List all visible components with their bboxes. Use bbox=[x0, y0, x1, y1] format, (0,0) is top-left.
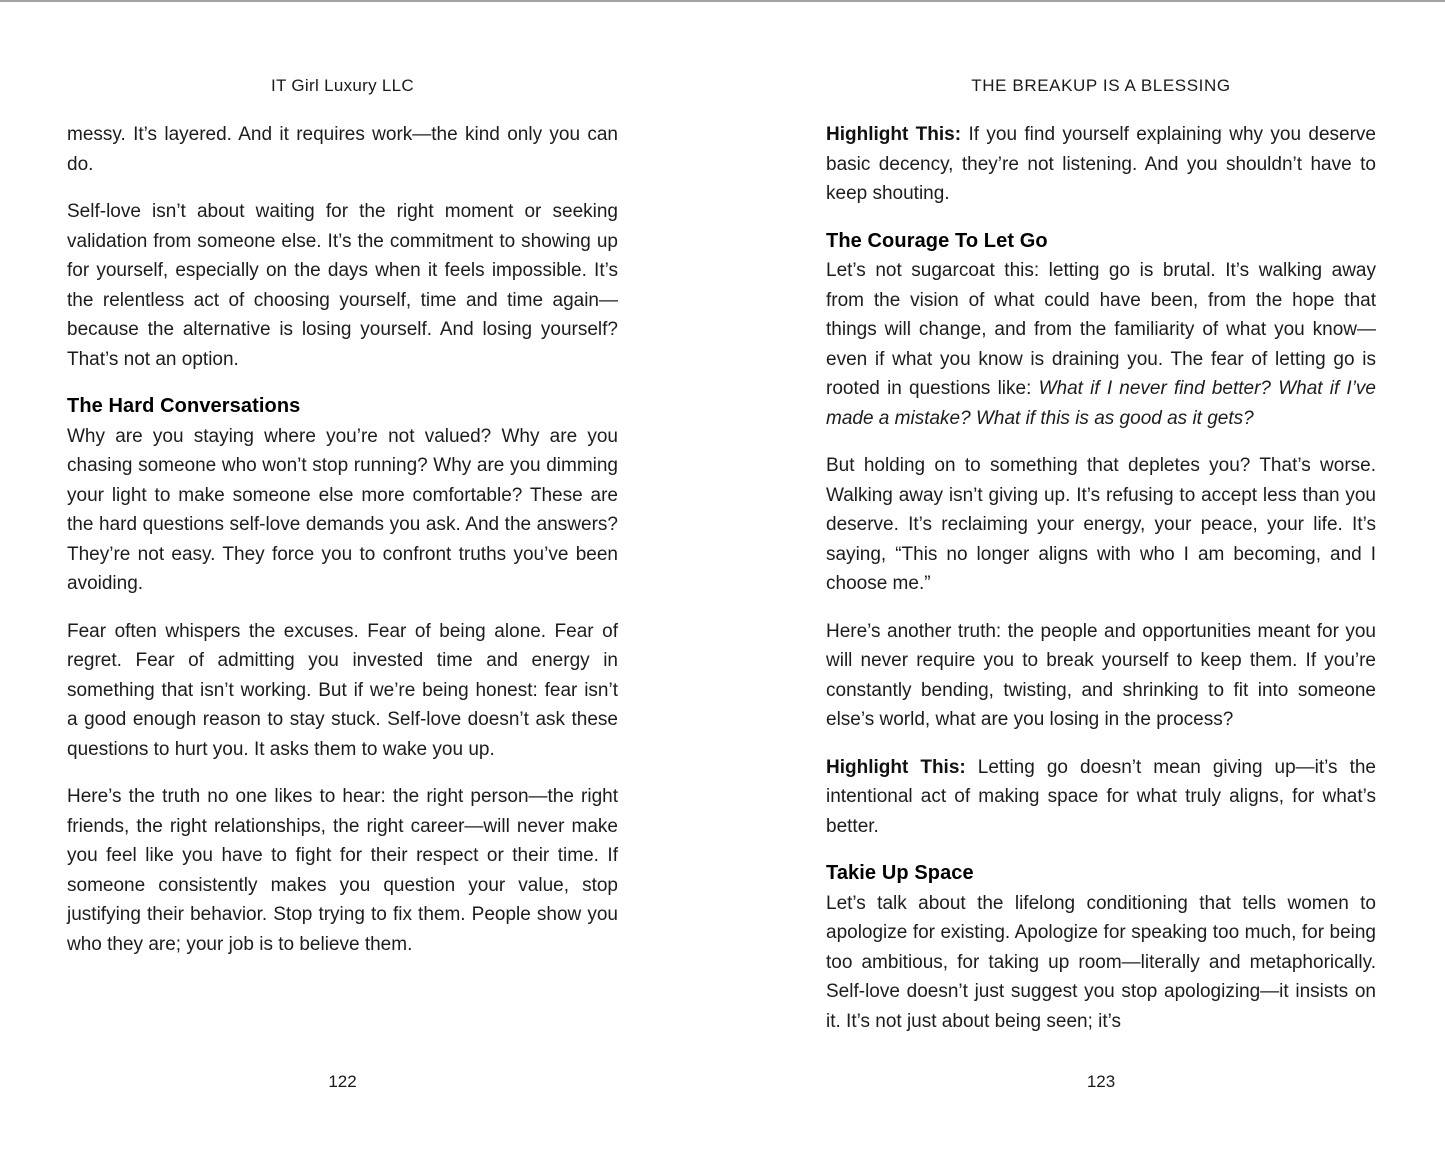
highlight-lead-1: Highlight This: bbox=[826, 124, 962, 145]
paragraph-holding-on-depletes: But holding on to something that depletes you? That’s worse. Walking away isn’t giving up. It’s refusing to accept less than you deserve. It’s reclaiming your energy, your peace, your life. It’s saying, “This no longer aligns with who I am becoming, and I choose me.” bbox=[826, 455, 1376, 594]
paragraph-letting-go-brutal bbox=[826, 256, 1376, 433]
section-heading-takie-up-space: Takie Up Space bbox=[826, 862, 974, 884]
highlight-text-2: Letting go doesn’t mean giving up—it’s the intentional act of making space for what truly aligns, for what’s better. bbox=[826, 756, 1376, 837]
paragraph-hard-questions: Why are you staying where you’re not valued? Why are you chasing someone who won’t stop running? Why are you dimming your light to make someone else more comfortable? These are the hard questions self-love demands you ask. And the answers? They’re not easy. They force you to confront truths you’ve been avoiding. bbox=[67, 425, 618, 594]
page-right bbox=[826, 0, 1376, 1166]
page-left-body bbox=[67, 120, 618, 959]
highlight-text-1: If you find yourself explaining why you deserve basic decency, they’re not listening. And you shouldn’t have to keep shouting. bbox=[826, 124, 1376, 204]
italic-what-if-questions: What if I never find better? What if I’ve made a mistake? What if this is as good as it gets? bbox=[826, 378, 1376, 429]
page-number-right: 123 bbox=[1086, 1072, 1116, 1091]
running-header-left: IT Girl Luxury LLC bbox=[270, 76, 415, 95]
running-header-right: THE BREAKUP IS A BLESSING bbox=[971, 76, 1231, 95]
paragraph-highlight-this-2 bbox=[826, 753, 1376, 842]
paragraph-another-truth: Here’s another truth: the people and opportunities meant for you will never require you to break yourself to keep them. If you’re constantly bending, twisting, and shrinking to fit into someone else’s world, what are you losing in the process? bbox=[826, 620, 1376, 730]
page-right-body bbox=[826, 120, 1376, 1036]
paragraph-truth-no-one-likes: Here’s the truth no one likes to hear: the right person—the right friends, the right relationships, the right career—will never make you feel like you have to fight for their respect or their time. If someone consistently makes you question your value, stop justifying their behavior. Stop trying to fix them. People show you who they are; your job is to believe them. bbox=[67, 786, 618, 955]
paragraph-fear-whispers: Fear often whispers the excuses. Fear of being alone. Fear of regret. Fear of admitting you invested time and energy in something that isn’t working. But if we’re being honest: fear isn’t a good enough reason to stay stuck. Self-love doesn’t ask these questions to hurt you. It asks them to wake you up. bbox=[67, 620, 618, 760]
page-left bbox=[67, 0, 618, 1166]
paragraph-messy-layered: messy. It’s layered. And it requires work—the kind only you can do. bbox=[67, 124, 618, 175]
section-heading-courage-to-let-go: The Courage To Let Go bbox=[826, 229, 1048, 252]
paragraph-highlight-this-1 bbox=[826, 120, 1376, 209]
page-number-left: 122 bbox=[328, 1072, 357, 1091]
section-heading-hard-conversations: The Hard Conversations bbox=[67, 395, 301, 417]
paragraph-lifelong-conditioning: Let’s talk about the lifelong conditioning that tells women to apologize for existing. Apologize for speaking too much, for being too ambitious, for taking up room—literally and metaphorically. Self-love doesn’t just suggest you stop apologizing—it insists on it. It’s not just about being seen; it’s bbox=[826, 892, 1376, 1032]
highlight-lead-2: Highlight This: bbox=[826, 756, 966, 778]
paragraph-self-love-commitment: Self-love isn’t about waiting for the right moment or seeking validation from someone else. It’s the commitment to showing up for yourself, especially on the days when it feels impossible. It’s the relentless act of choosing yourself, time and time again—because the alternative is losing yourself. And losing yourself? That’s not an option. bbox=[67, 201, 618, 370]
letting-go-text: Let’s not sugarcoat this: letting go is brutal. It’s walking away from the vision of what could have been, from the hope that things will change, and from the familiarity of what you know—even if what you know is draining you. The fear of letting go is rooted in questions like: bbox=[826, 260, 1376, 399]
